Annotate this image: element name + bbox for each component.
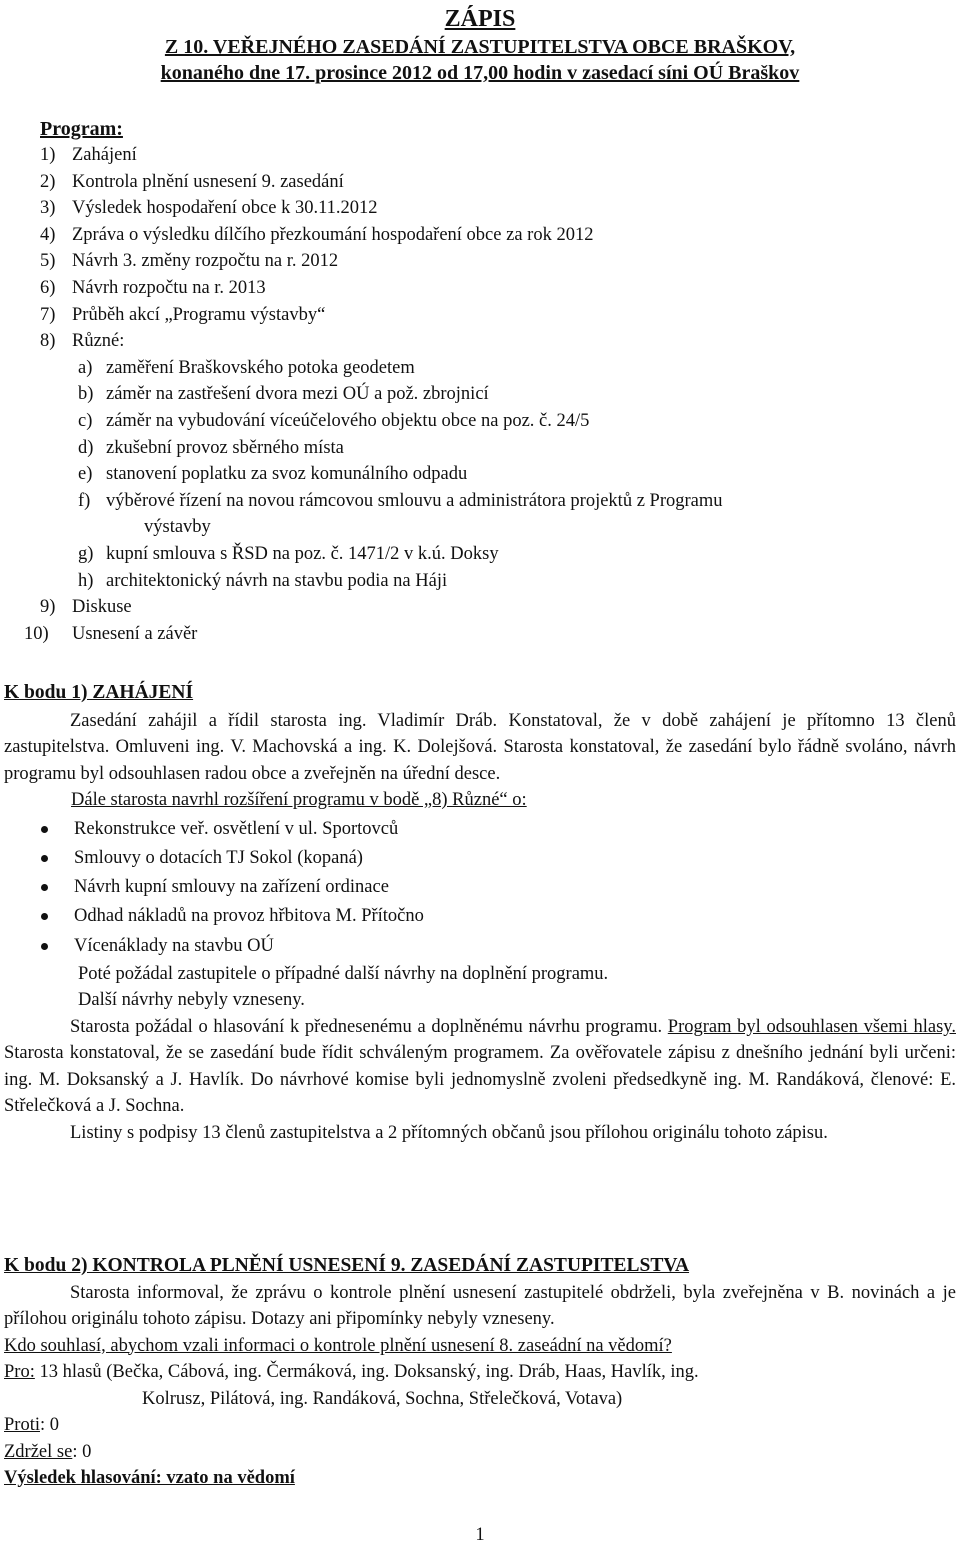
bullet-icon: [41, 855, 48, 862]
sub-item-letter: c): [78, 410, 93, 431]
item-number: 5): [40, 251, 56, 272]
list-item-text: Smlouvy o dotacích TJ Sokol (kopaná): [74, 847, 363, 868]
sub-item-text: zkušební provoz sběrného místa: [106, 437, 344, 458]
list-item-text: Rekonstrukce veř. osvětlení v ul. Sportovců: [74, 818, 399, 839]
section-2-heading: K bodu 2) KONTROLA PLNĚNÍ USNESENÍ 9. ZASEDÁNÍ ZASTUPITELSTVA: [4, 1255, 690, 1276]
section-1-paragraph: Zasedání zahájil a řídil starosta ing. Vladimír Dráb. Konstatoval, že v době zahájení je přítomno 13 členů zastupitelstva. Omluveni ing. V. Machovská a ing. K. Dolejšová. Starosta konstatoval, že zasedání bylo řádně svoláno, návrh programu byl odsouhlasen radou obce a zveřejněn na úřední desce.: [4, 710, 956, 784]
sub-item-continuation: výstavby: [144, 517, 211, 538]
program-item: [40, 594, 940, 621]
sub-item-letter: h): [78, 570, 94, 591]
sub-item-text: zaměření Braškovského potoka geodetem: [106, 357, 415, 378]
item-text: Průběh akcí „Programu výstavby“: [72, 304, 326, 325]
item-number: 1): [40, 145, 56, 165]
section-1-heading: K bodu 1) ZAHÁJENÍ: [4, 682, 194, 703]
section-2-paragraph: Starosta informoval, že zprávu o kontrole plnění usnesení zastupitelé obdrželi, byla zveřejněna v B. novinách a je přílohou originálu tohoto zápisu. Dotazy ani připomínky nebyly vzneseny.: [4, 1282, 956, 1329]
program-sub-item: [40, 541, 940, 568]
item-number: 9): [40, 597, 56, 618]
program-item: [40, 328, 940, 355]
program-item: [40, 248, 940, 275]
program-label: Program:: [40, 118, 123, 140]
program-item: [40, 169, 940, 196]
item-text: Zpráva o výsledku dílčího přezkoumání hospodaření obce za rok 2012: [72, 224, 594, 245]
extension-list: [4, 816, 956, 962]
program-item: [40, 275, 940, 302]
item-text: Výsledek hospodaření obce k 30.11.2012: [72, 198, 378, 219]
program-sub-item: [40, 408, 940, 435]
vote-result: Výsledek hlasování: vzato na vědomí: [4, 1468, 295, 1488]
vote-abstain-value: : 0: [72, 1441, 92, 1462]
list-item-text: Odhad nákladů na provoz hřbitova M. Přítočno: [74, 906, 424, 927]
list-item: [4, 874, 956, 903]
bullet-icon: [41, 826, 48, 833]
paragraph-text: Starosta konstatoval, že se zasedání bude řídit schváleným programem. Za ověřovatele zápisu z dnešního jednání byli určeni: ing. M. Doksanský a J. Havlík. Do návrhové komise byli jednomyslně zvoleni předsedkyně ing. M. Randáková, členové: E. Střelečková a J. Sochna.: [4, 1043, 956, 1117]
program-item: [40, 302, 940, 329]
program-sub-item: [40, 488, 940, 515]
sub-item-letter: d): [78, 437, 94, 458]
list-item-text: Návrh kupní smlouvy na zařízení ordinace: [74, 877, 389, 898]
vote-proti-value: : 0: [39, 1415, 59, 1435]
sub-item-text: záměr na zastřešení dvora mezi OÚ a pož. zbrojnicí: [106, 384, 489, 405]
item-text: Kontrola plnění usnesení 9. zasedání: [72, 171, 344, 192]
sub-item-letter: g): [78, 543, 94, 564]
list-item: [4, 845, 956, 874]
section-2: [4, 1253, 956, 1492]
program-sub-item: [40, 435, 940, 462]
program-item: [24, 621, 940, 648]
list-item: [4, 903, 956, 932]
program-list: [24, 142, 940, 647]
vote-pro-text: 13 hlasů (Bečka, Cábová, ing. Čermáková, ing. Doksanský, ing. Dráb, Haas, Havlík, ing.: [34, 1362, 699, 1382]
sub-item-letter: e): [78, 464, 93, 485]
item-text: Diskuse: [72, 597, 132, 618]
section-1-paragraph-2: [4, 1014, 956, 1120]
sub-item-text: stanovení poplatku za svoz komunálního odpadu: [106, 464, 468, 485]
program-item: [40, 142, 940, 169]
vote-proti-label: Proti: [4, 1415, 40, 1435]
header-line-2: Z 10. VEŘEJNÉHO ZASEDÁNÍ ZASTUPITELSTVA OBCE BRAŠKOV,: [164, 36, 796, 58]
approval-note: Program byl odsouhlasen všemi hlasy.: [667, 1016, 956, 1037]
vote-abstain-label: Zdržel se: [4, 1441, 73, 1462]
program-sub-item: [40, 355, 940, 382]
vote-pro-label: Pro:: [4, 1362, 35, 1382]
header-line-3: konaného dne 17. prosince 2012 od 17,00 hodin v zasedací síni OÚ Braškov: [160, 62, 800, 84]
program-item: [40, 222, 940, 249]
vote-pro: [4, 1359, 956, 1386]
document-header: [0, 0, 960, 86]
bullet-icon: [41, 943, 48, 950]
program-sub-item: [40, 461, 940, 488]
paragraph-text: Starosta požádal o hlasování k přednesenému a doplněnému návrhu programu.: [70, 1016, 668, 1037]
sub-item-letter: a): [78, 357, 93, 378]
sub-item-letter: b): [78, 384, 94, 405]
list-item: [4, 816, 956, 845]
section-1-paragraph-3: Listiny s podpisy 13 členů zastupitelstva a 2 přítomných občanů jsou přílohou originálu tohoto zápisu.: [70, 1122, 828, 1143]
program-sub-item: [40, 568, 940, 595]
bullet-icon: [41, 913, 48, 920]
item-number: 4): [40, 224, 56, 245]
vote-question: Kdo souhlasí, abychom vzali informaci o kontrole plnění usnesení 8. zaseádní na vědomí?: [4, 1335, 672, 1356]
item-number: 3): [40, 198, 56, 219]
sub-item-letter: f): [78, 490, 91, 511]
page-number: 1: [475, 1525, 485, 1545]
vote-abstain: [4, 1439, 956, 1466]
follow-up-line: Poté požádal zastupitele o případné další návrhy na doplnění programu.: [78, 963, 609, 984]
bullet-icon: [41, 884, 48, 891]
program-item: [40, 195, 940, 222]
document-title: ZÁPIS: [444, 6, 516, 32]
list-item-text: Vícenáklady na stavbu OÚ: [74, 935, 274, 956]
sub-item-text: záměr na vybudování víceúčelového objektu obce na poz. č. 24/5: [106, 410, 590, 431]
item-text: Různé:: [72, 331, 125, 352]
item-text: Zahájení: [72, 145, 137, 165]
item-number: 2): [40, 171, 56, 192]
section-1: [4, 680, 956, 1146]
item-text: Návrh rozpočtu na r. 2013: [72, 277, 266, 298]
item-number: 6): [40, 277, 56, 298]
item-number: 10): [24, 623, 49, 644]
item-number: 7): [40, 304, 56, 325]
follow-up-line: Další návrhy nebyly vzneseny.: [78, 990, 305, 1011]
extension-intro: Dále starosta navrhl rozšíření programu v bodě „8) Různé“ o:: [71, 790, 527, 810]
program-sub-item: [40, 381, 940, 408]
list-item: [4, 933, 956, 962]
item-text: Návrh 3. změny rozpočtu na r. 2012: [72, 251, 339, 272]
sub-item-text: kupní smlouva s ŘSD na poz. č. 1471/2 v k.ú. Doksy: [106, 543, 499, 564]
vote-proti: [4, 1412, 956, 1439]
sub-item-text: architektonický návrh na stavbu podia na Háji: [106, 570, 448, 591]
item-number: 8): [40, 331, 56, 352]
sub-item-text: výběrové řízení na novou rámcovou smlouvu a administrátora projektů z Programu: [106, 490, 723, 511]
vote-pro-continuation: Kolrusz, Pilátová, ing. Randáková, Sochna, Střelečková, Votava): [142, 1388, 623, 1409]
item-text: Usnesení a závěr: [72, 623, 198, 644]
